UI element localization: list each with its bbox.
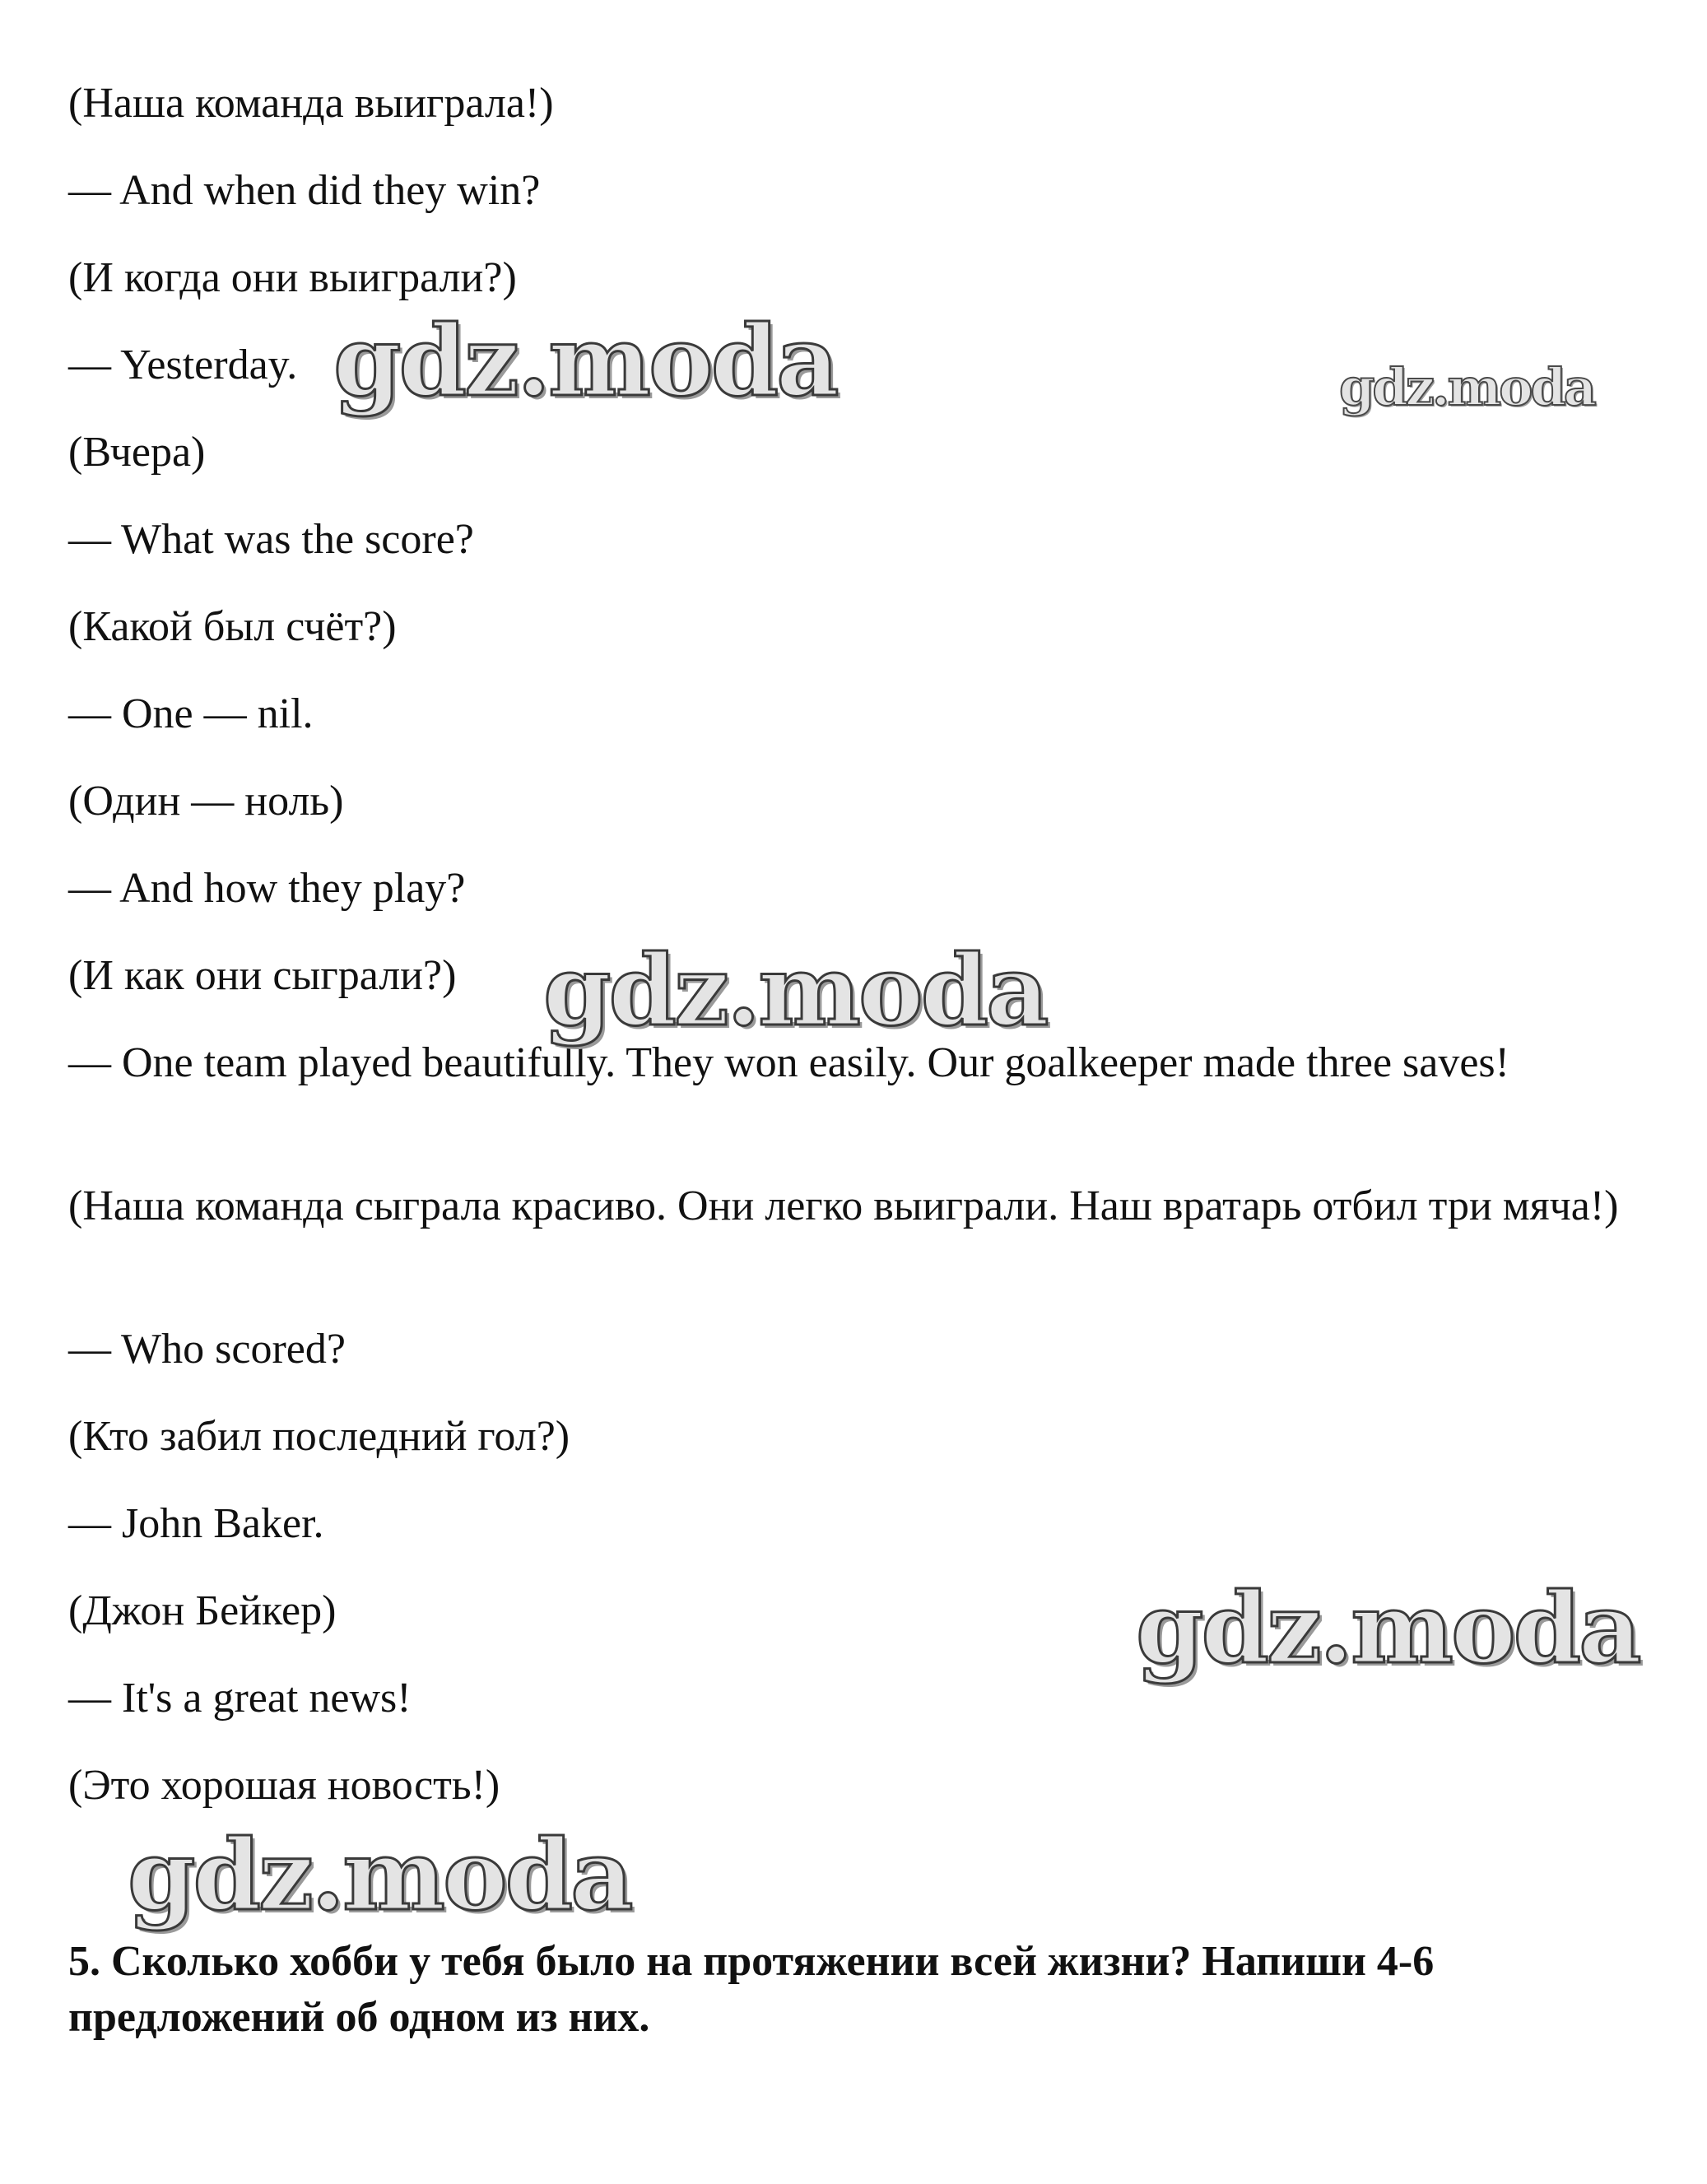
watermark: gdz.moda <box>1136 1571 1640 1685</box>
dialogue-line: — What was the score? <box>68 516 474 563</box>
dialogue-line: — One team played beautifully. They won easily. Our goalkeeper made three saves! <box>68 1039 1509 1086</box>
task-heading: 5. Сколько хобби у тебя было на протяжении всей жизни? Напиши 4-6 предложений об одном из них. <box>68 1938 1435 2041</box>
dialogue-line: (И когда они выиграли?) <box>68 254 517 301</box>
dialogue-line: — One — nil. <box>68 690 314 737</box>
dialogue-line: (Один — ноль) <box>68 778 344 825</box>
dialogue-line: — It's a great news! <box>68 1675 412 1722</box>
dialogue-line: (Это хорошая новость!) <box>68 1762 500 1809</box>
dialogue-line: — And when did they win? <box>68 167 541 214</box>
dialogue-line: — John Baker. <box>68 1500 324 1547</box>
dialogue-line: — Who scored? <box>68 1326 346 1373</box>
dialogue-line: — Yesterday. <box>68 342 298 388</box>
watermark: gdz.moda <box>1339 357 1594 417</box>
dialogue-line: (Наша команда выиграла!) <box>68 80 554 127</box>
dialogue-line: (Наша команда сыграла красиво. Они легко выиграли. Наш вратарь отбил три мяча!) <box>68 1183 1619 1229</box>
dialogue-line: (И как они сыграли?) <box>68 952 457 999</box>
dialogue-line: — And how they play? <box>68 865 466 912</box>
watermark: gdz.moda <box>333 304 837 418</box>
dialogue-line: (Какой был счёт?) <box>68 603 397 650</box>
dialogue-line: (Джон Бейкер) <box>68 1587 337 1634</box>
dialogue-line: (Кто забил последний гол?) <box>68 1413 570 1460</box>
dialogue-line: (Вчера) <box>68 429 206 476</box>
watermark: gdz.moda <box>128 1818 631 1932</box>
watermark: gdz.moda <box>543 933 1047 1048</box>
